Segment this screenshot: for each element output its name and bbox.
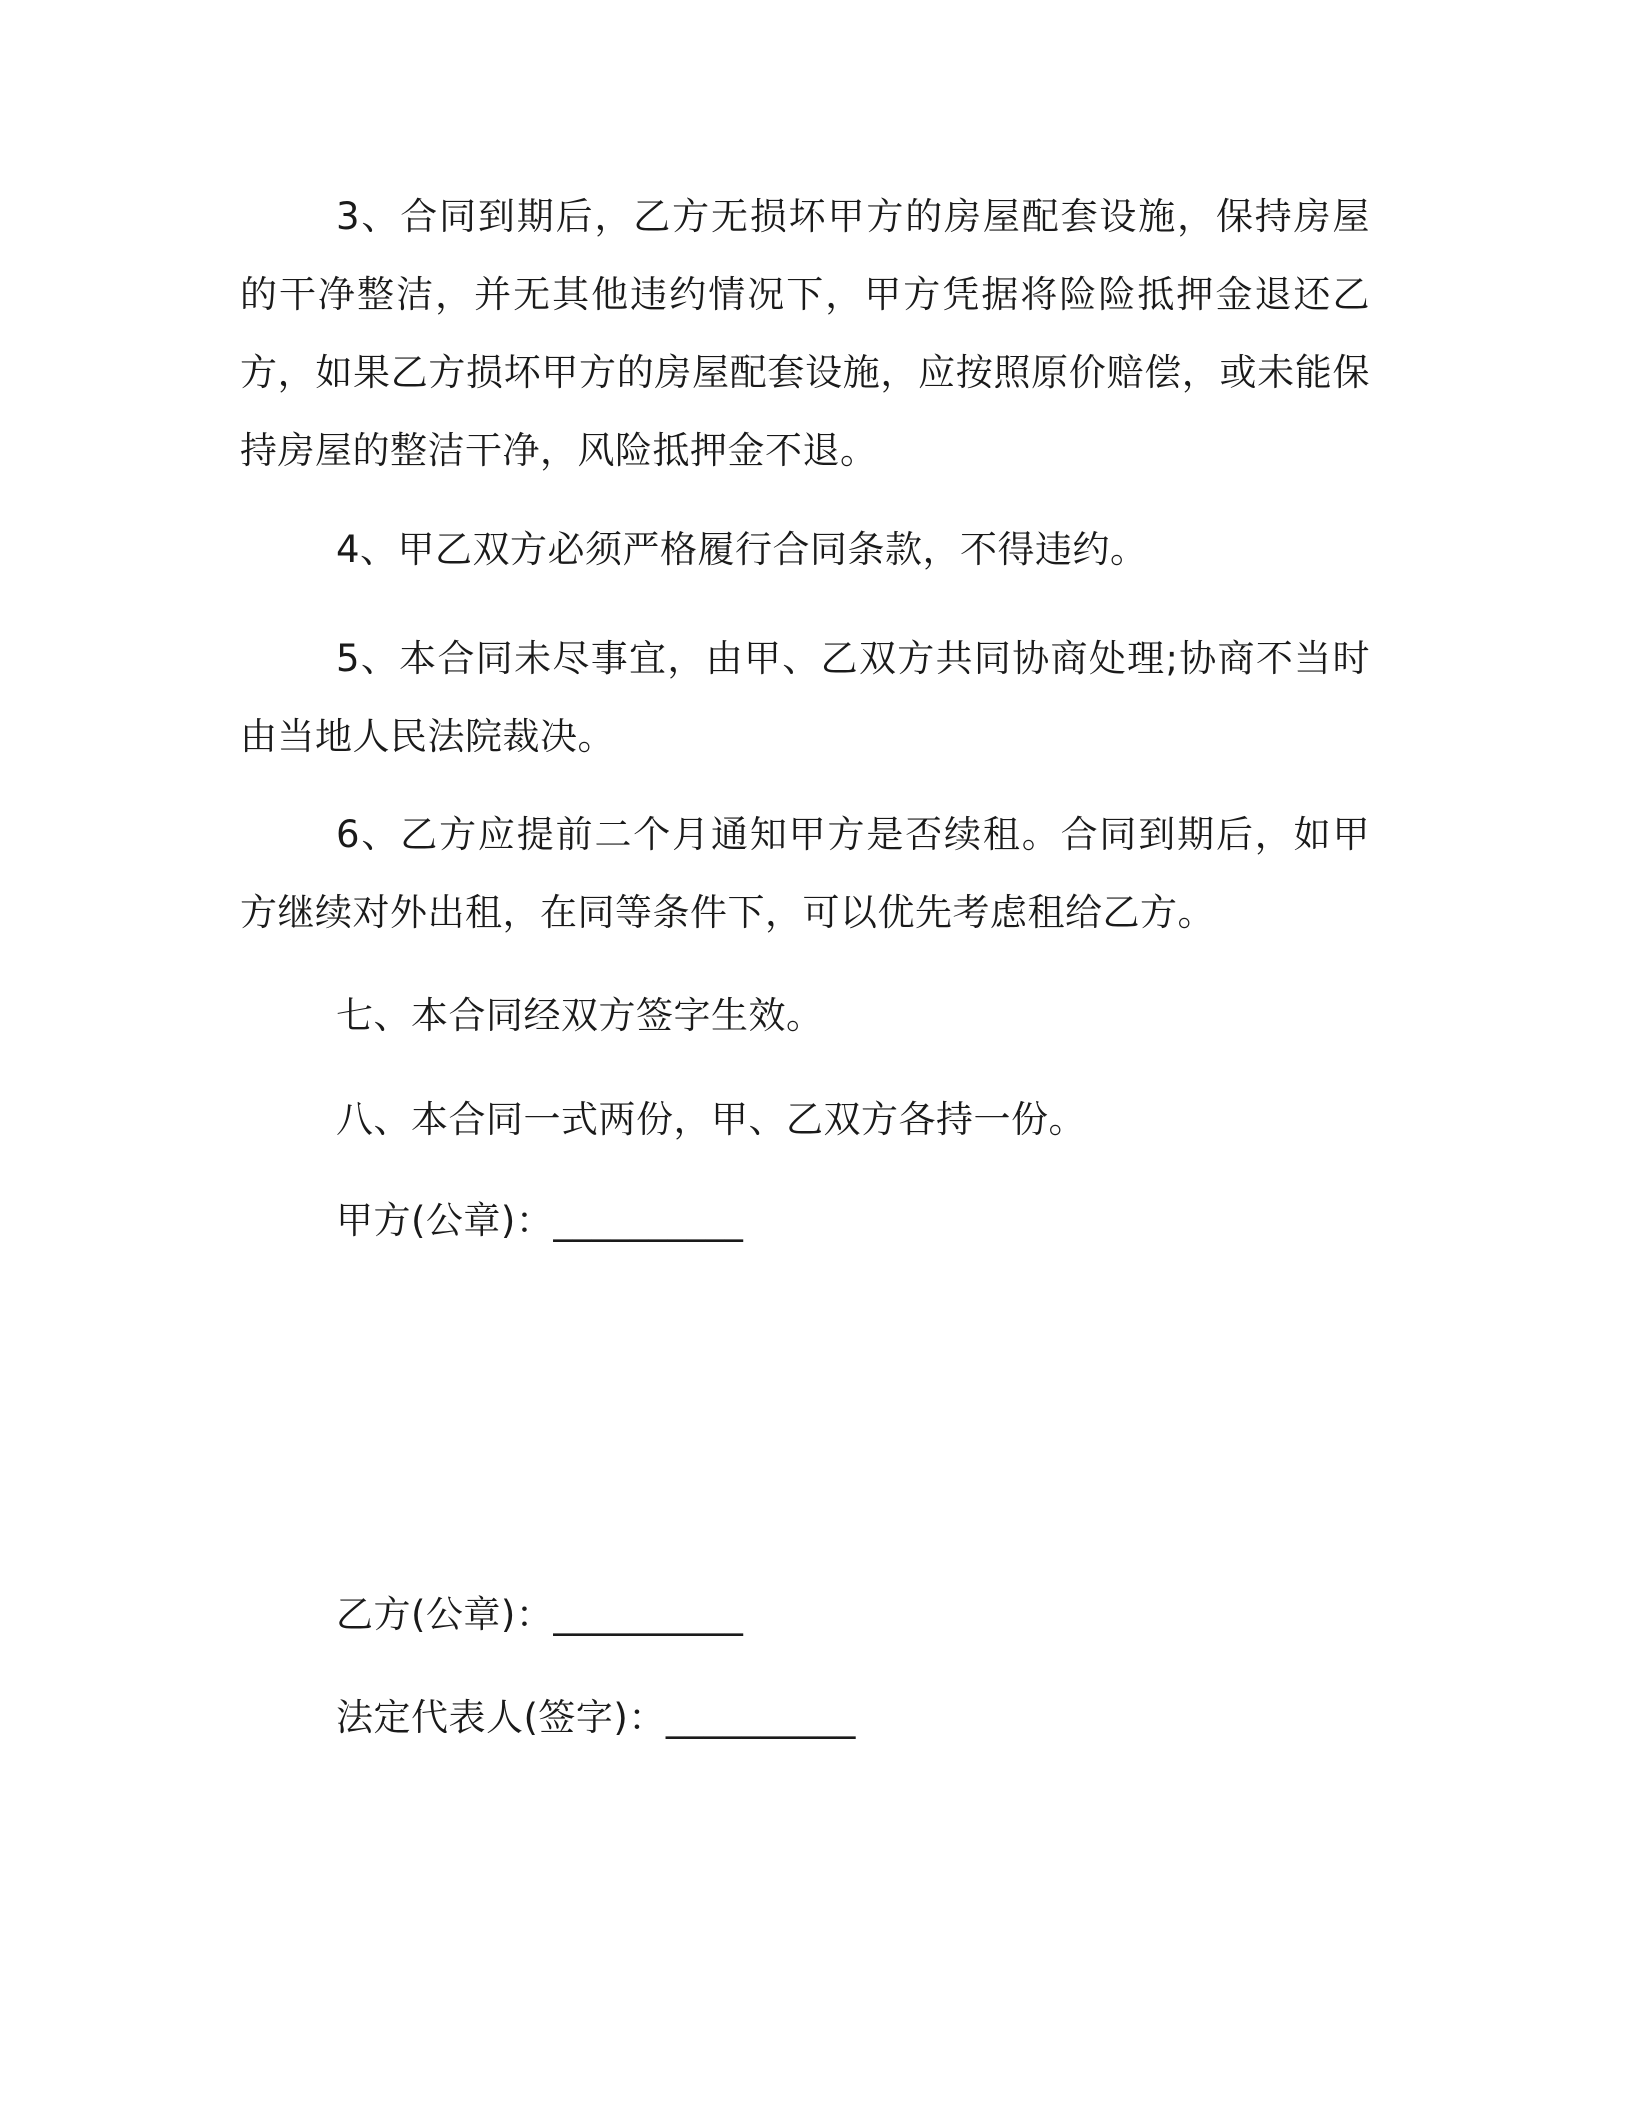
- clause-3: 3、合同到期后，乙方无损坏甲方的房屋配套设施，保持房屋的干净整洁，并无其他违约情况下，甲方凭据将险险抵押金退还乙方，如果乙方损坏甲方的房屋配套设施，应按照原价赔偿，或未能保持房屋的整洁干净，风险抵押金不退。: [240, 195, 1370, 472]
- legal-representative-signature-line: 法定代表人(签字)：__________: [336, 1696, 856, 1739]
- party-a-signature-line: 甲方(公章)：__________: [336, 1199, 744, 1242]
- clause-7: 七、本合同经双方签字生效。: [336, 994, 824, 1037]
- clause-6: 6、乙方应提前二个月通知甲方是否续租。合同到期后，如甲方继续对外出租，在同等条件下，可以优先考虑租给乙方。: [240, 813, 1370, 934]
- clause-8: 八、本合同一式两份，甲、乙双方各持一份。: [336, 1098, 1086, 1141]
- clause-5: 5、本合同未尽事宜，由甲、乙双方共同协商处理;协商不当时由当地人民法院裁决。: [240, 637, 1370, 758]
- party-b-signature-line: 乙方(公章)：__________: [336, 1593, 744, 1636]
- clause-4: 4、甲乙双方必须严格履行合同条款，不得违约。: [336, 528, 1148, 571]
